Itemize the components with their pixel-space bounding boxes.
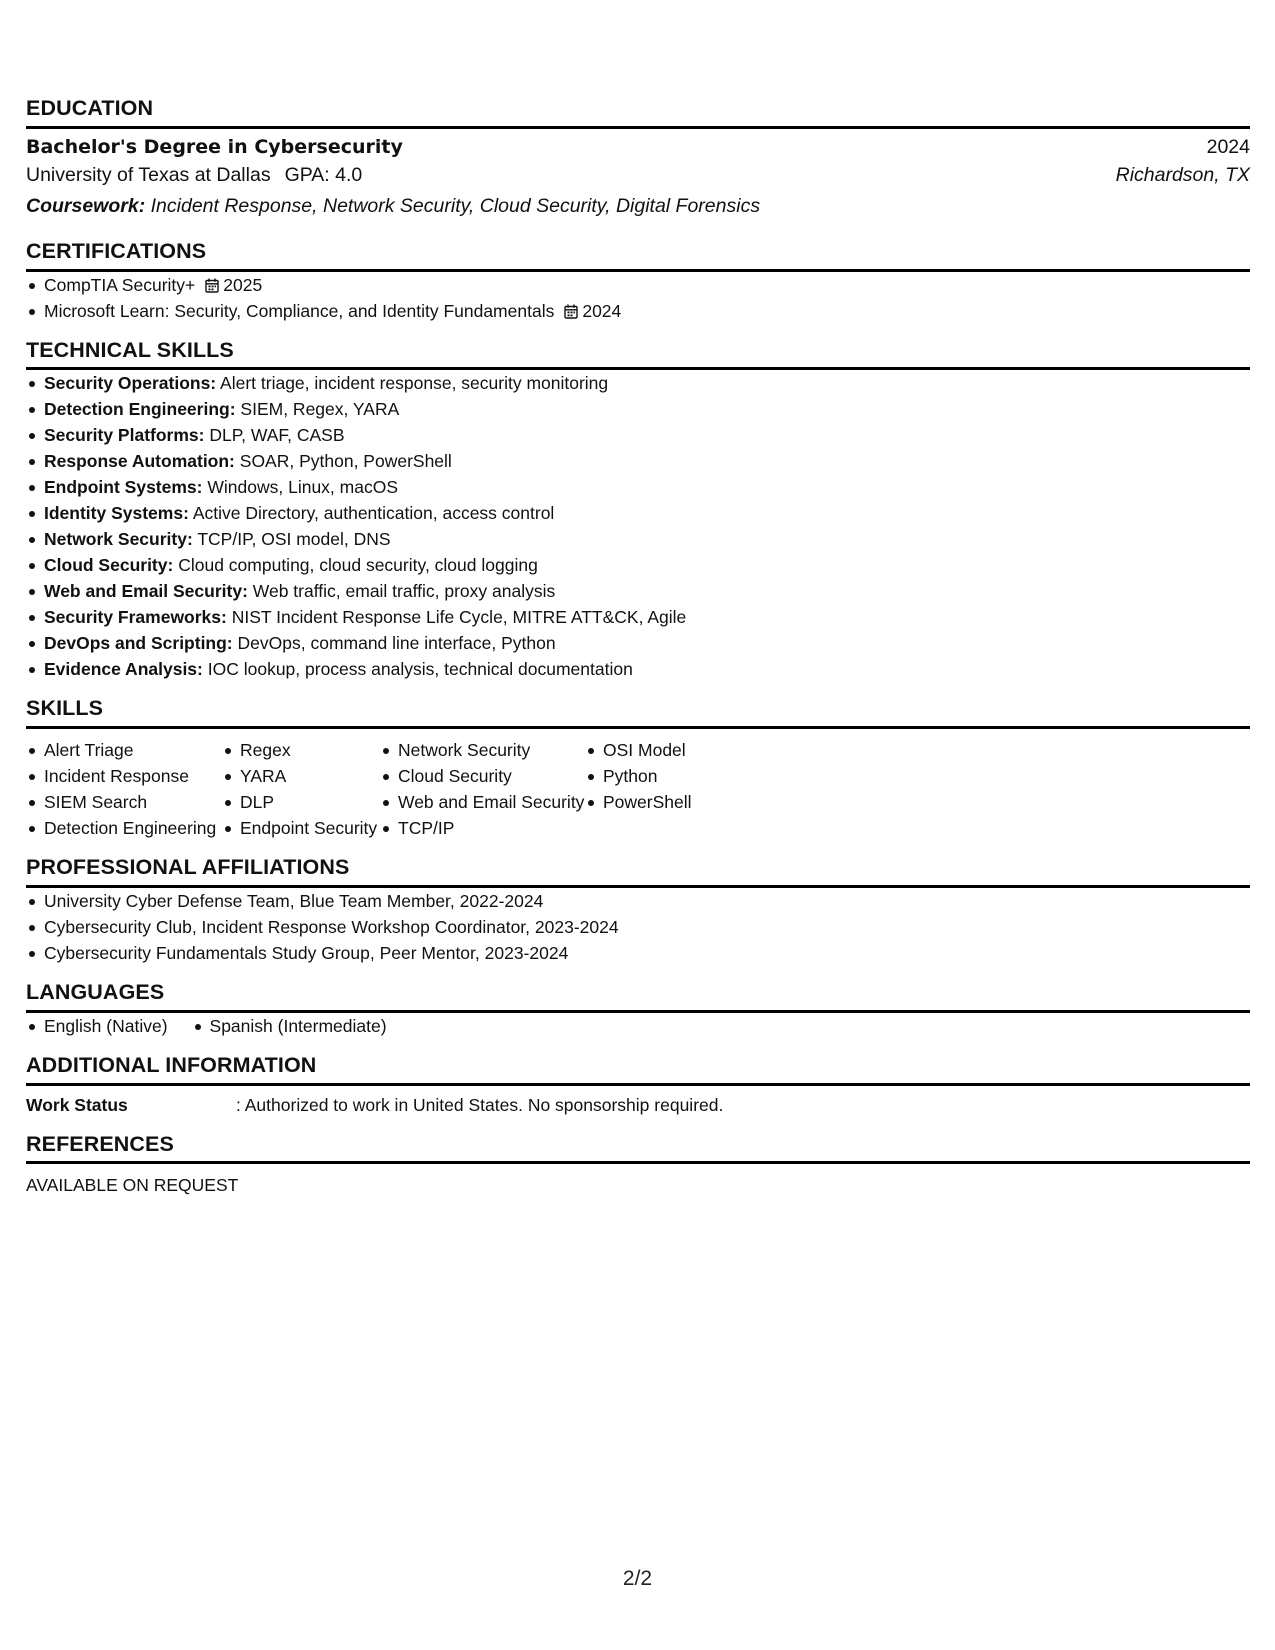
certifications-list [26, 272, 1250, 324]
cert-year: 2025 [223, 274, 263, 295]
school-location: Richardson, TX [1115, 163, 1250, 186]
coursework [26, 195, 760, 218]
references-section [26, 1132, 1250, 1199]
skill-text: Active Directory, authentication, access control [192, 503, 555, 524]
cert-name: CompTIA Security+ [44, 274, 196, 295]
section-title-references: REFERENCES [26, 1132, 1250, 1165]
skill-text: Cloud computing, cloud security, cloud logging [178, 555, 538, 576]
degree-title: Bachelor's Degree in Cybersecurity [26, 135, 403, 158]
list-item: PowerShell [585, 789, 725, 815]
list-item [26, 500, 1250, 526]
skill-label: Evidence Analysis: [44, 659, 203, 680]
list-item: OSI Model [585, 737, 725, 763]
skill-text: Windows, Linux, macOS [207, 477, 398, 498]
list-item: Regex [222, 737, 380, 763]
skill-label: Security Platforms: [44, 425, 205, 446]
education-section [26, 96, 1250, 225]
languages-list [26, 1013, 1250, 1039]
education-row-degree [26, 136, 1250, 164]
section-title-languages: LANGUAGES [26, 980, 1250, 1013]
education-row-coursework [26, 195, 1250, 225]
section-title-education: EDUCATION [26, 96, 1250, 129]
skills-column [222, 737, 380, 841]
languages-section [26, 980, 1250, 1039]
skill-label: Endpoint Systems: [44, 477, 203, 498]
education-row-school [26, 164, 1250, 195]
skill-label: Identity Systems: [44, 503, 189, 524]
list-item: Alert Triage [26, 737, 222, 763]
list-item: Endpoint Security [222, 815, 380, 841]
list-item [26, 604, 1250, 630]
section-title-affiliations: PROFESSIONAL AFFILIATIONS [26, 855, 1250, 888]
list-item: DLP [222, 789, 380, 815]
resume-page [26, 0, 1250, 1198]
list-item [26, 578, 1250, 604]
skill-text: SOAR, Python, PowerShell [239, 451, 452, 472]
list-item: SIEM Search [26, 789, 222, 815]
list-item [26, 396, 1250, 422]
affiliations-list [26, 888, 1250, 966]
list-item: Incident Response [26, 763, 222, 789]
list-item: University Cyber Defense Team, Blue Team Member, 2022-2024 [26, 888, 1250, 914]
graduation-year: 2024 [1206, 135, 1250, 158]
gpa: GPA: 4.0 [284, 163, 363, 186]
list-item: Network Security [380, 737, 585, 763]
cert-year: 2024 [582, 300, 622, 321]
coursework-text: Incident Response, Network Security, Cloud Security, Digital Forensics [150, 194, 761, 217]
skill-label: Network Security: [44, 529, 193, 550]
section-title-skills: SKILLS [26, 696, 1250, 729]
list-item [26, 272, 1250, 298]
skill-label: Web and Email Security: [44, 581, 248, 602]
skill-label: Security Frameworks: [44, 607, 227, 628]
list-item [26, 474, 1250, 500]
page-number: 2/2 [622, 1567, 653, 1590]
list-item [26, 656, 1250, 682]
list-item: Spanish (Intermediate) [192, 1013, 387, 1039]
calendar-icon [205, 278, 219, 293]
skills-grid [26, 737, 1250, 841]
section-title-technical-skills: TECHNICAL SKILLS [26, 338, 1250, 371]
list-item: TCP/IP [380, 815, 585, 841]
list-item [26, 448, 1250, 474]
skill-label: Security Operations: [44, 373, 217, 394]
list-item: English (Native) [26, 1013, 168, 1039]
coursework-label: Coursework: [26, 194, 146, 217]
school-name: University of Texas at Dallas [26, 163, 271, 186]
section-title-certifications: CERTIFICATIONS [26, 239, 1250, 272]
school-info [26, 164, 362, 187]
skill-label: Detection Engineering: [44, 399, 236, 420]
skill-label: DevOps and Scripting: [44, 633, 233, 654]
skill-text: Alert triage, incident response, security monitoring [220, 373, 609, 394]
list-item [26, 370, 1250, 396]
additional-info-section [26, 1053, 1250, 1118]
list-item: YARA [222, 763, 380, 789]
skill-text: DevOps, command line interface, Python [237, 633, 556, 654]
calendar-icon [564, 304, 578, 319]
affiliations-section [26, 855, 1250, 966]
skill-text: DLP, WAF, CASB [209, 425, 345, 446]
section-title-additional-info: ADDITIONAL INFORMATION [26, 1053, 1250, 1086]
skill-text: IOC lookup, process analysis, technical documentation [207, 659, 633, 680]
skills-column [26, 737, 222, 841]
list-item [26, 552, 1250, 578]
list-item [26, 526, 1250, 552]
skill-text: TCP/IP, OSI model, DNS [197, 529, 391, 550]
technical-skills-list [26, 370, 1250, 682]
work-status-row [26, 1092, 1250, 1118]
references-text: AVAILABLE ON REQUEST [26, 1175, 239, 1196]
cert-name: Microsoft Learn: Security, Compliance, and Identity Fundamentals [44, 300, 555, 321]
list-item: Cybersecurity Club, Incident Response Workshop Coordinator, 2023-2024 [26, 914, 1250, 940]
skill-text: Web traffic, email traffic, proxy analysis [252, 581, 556, 602]
list-item [26, 298, 1250, 324]
skills-section [26, 696, 1250, 841]
work-status-label: Work Status [26, 1094, 128, 1115]
list-item: Cybersecurity Fundamentals Study Group, Peer Mentor, 2023-2024 [26, 940, 1250, 966]
certifications-section [26, 239, 1250, 324]
technical-skills-section [26, 338, 1250, 683]
skill-label: Response Automation: [44, 451, 235, 472]
list-item [26, 422, 1250, 448]
skills-column [585, 737, 725, 841]
skill-text: NIST Incident Response Life Cycle, MITRE ATT&CK, Agile [231, 607, 687, 628]
list-item [26, 630, 1250, 656]
list-item: Cloud Security [380, 763, 585, 789]
list-item: Web and Email Security [380, 789, 585, 815]
list-item: Detection Engineering [26, 815, 222, 841]
skill-label: Cloud Security: [44, 555, 174, 576]
work-status-value: : Authorized to work in United States. No sponsorship required. [236, 1094, 724, 1115]
skill-text: SIEM, Regex, YARA [240, 399, 400, 420]
skills-column [380, 737, 585, 841]
list-item: Python [585, 763, 725, 789]
